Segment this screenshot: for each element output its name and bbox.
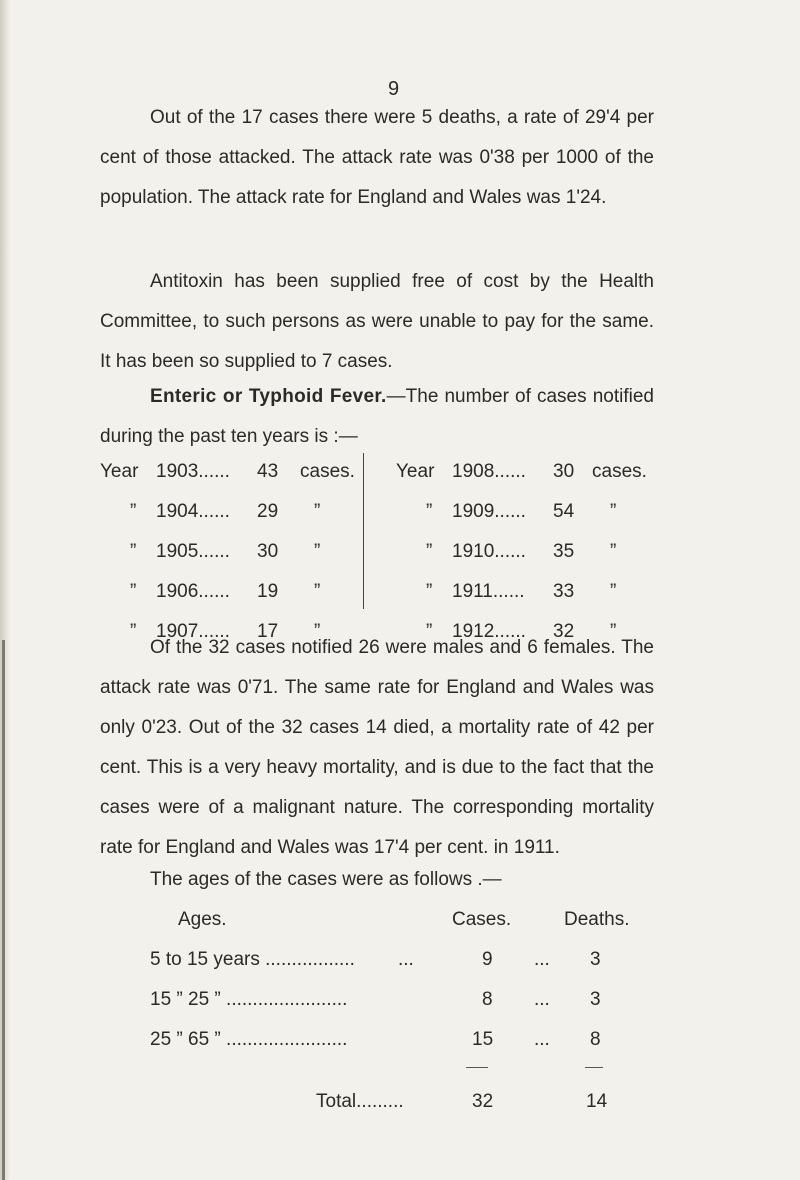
cases-cell: 8: [482, 989, 493, 1010]
deaths-cell: 3: [590, 949, 601, 970]
paragraph-antitoxin: [100, 262, 654, 382]
cases-cell: 9: [482, 949, 493, 970]
ages-cell: 5 to 15 years .................: [150, 949, 355, 970]
cases-cell: 15: [472, 1029, 494, 1050]
count-cell: 30: [257, 541, 279, 562]
header-deaths: Deaths.: [564, 909, 630, 930]
year-cell: 1908......: [452, 461, 526, 482]
unit-cell: ”: [610, 581, 617, 602]
row-prefix: Year: [396, 461, 435, 482]
row-prefix: ”: [130, 501, 137, 522]
column-divider: [363, 453, 364, 609]
unit-cell: cases.: [300, 461, 355, 482]
count-cell: 35: [553, 541, 575, 562]
unit-cell: ”: [610, 541, 617, 562]
total-cases: 32: [472, 1091, 494, 1112]
year-cell: 1904......: [156, 501, 230, 522]
count-cell: 17: [257, 621, 279, 642]
year-cell: 1911......: [452, 581, 525, 602]
row-prefix: ”: [130, 621, 137, 642]
sum-rule-cases: [466, 1067, 488, 1068]
paragraph-text: The ages of the cases were as follows .—: [150, 869, 502, 890]
unit-cell: ”: [610, 621, 617, 642]
count-cell: 32: [553, 621, 575, 642]
separator: ...: [534, 1029, 550, 1050]
row-prefix: ”: [426, 541, 433, 562]
separator: ...: [534, 949, 550, 970]
header-ages: Ages.: [178, 909, 227, 930]
paragraph-text: Of the 32 cases notified 26 were males and 6 females. The attack rate was 0'71. The same rate for England and Wales was only 0'23. Out of the 32 cases 14 died, a mortality rate of 42 per cent. This is a very heavy mortality, and is due to the fact that the cases were of a malignant nature. The corresponding mortality rate for England and Wales was 17'4 per cent. in 1911.: [100, 637, 654, 858]
count-cell: 43: [257, 461, 279, 482]
year-cell: 1912......: [452, 621, 526, 642]
table-header-row: [150, 900, 670, 940]
header-cases: Cases.: [452, 909, 512, 930]
year-cell: 1903......: [156, 461, 230, 482]
binding-edge: [2, 640, 5, 1180]
paragraph-enteric-fever: [100, 377, 654, 457]
year-cell: 1907......: [156, 621, 230, 642]
year-cell: 1905......: [156, 541, 230, 562]
row-prefix: ”: [426, 581, 433, 602]
page-number: 9: [388, 78, 400, 100]
row-prefix: ”: [426, 501, 433, 522]
count-cell: 54: [553, 501, 575, 522]
row-prefix: ”: [130, 581, 137, 602]
unit-cell: ”: [314, 621, 321, 642]
count-cell: 30: [553, 461, 575, 482]
unit-cell: ”: [314, 501, 321, 522]
year-cell: 1909......: [452, 501, 526, 522]
deaths-cell: 3: [590, 989, 601, 1010]
ages-total: [150, 1082, 670, 1122]
unit-cell: ”: [314, 581, 321, 602]
count-cell: 29: [257, 501, 279, 522]
unit-cell: ”: [314, 541, 321, 562]
row-prefix: Year: [100, 461, 139, 482]
deaths-cell: 8: [590, 1029, 601, 1050]
paragraph-cases-notified: [100, 628, 654, 868]
row-prefix: ”: [130, 541, 137, 562]
total-label: Total.........: [316, 1091, 404, 1112]
unit-cell: cases.: [592, 461, 647, 482]
row-prefix: ”: [426, 621, 433, 642]
paragraph-diphtheria-deaths: [100, 98, 654, 218]
table-row: [150, 980, 670, 1020]
ages-cell: 15 ” 25 ” .......................: [150, 989, 348, 1010]
ages-table: [150, 900, 670, 1060]
unit-cell: ”: [610, 501, 617, 522]
paragraph-text: —The number of cases notified during the past ten years is :—: [100, 386, 654, 447]
separator: ...: [398, 949, 414, 970]
count-cell: 33: [553, 581, 575, 602]
ages-cell: 25 ” 65 ” .......................: [150, 1029, 348, 1050]
section-heading: Enteric or Typhoid Fever.: [150, 386, 387, 407]
year-cell: 1906......: [156, 581, 230, 602]
count-cell: 19: [257, 581, 279, 602]
paragraph-text: Antitoxin has been supplied free of cost by the Health Committee, to such persons as were unable to pay for the same. It has been so supplied to 7 cases.: [100, 271, 654, 372]
separator: ...: [534, 989, 550, 1010]
table-row: [150, 1020, 670, 1060]
table-row: [150, 940, 670, 980]
paragraph-ages-intro: [100, 860, 654, 900]
total-row: [150, 1082, 670, 1122]
total-deaths: 14: [586, 1091, 608, 1112]
paragraph-text: Out of the 17 cases there were 5 deaths, a rate of 29'4 per cent of those attacked. The attack rate was 0'38 per 1000 of the population. The attack rate for England and Wales was 1'24.: [100, 107, 654, 208]
year-cell: 1910......: [452, 541, 526, 562]
sum-rule-deaths: [585, 1067, 603, 1068]
